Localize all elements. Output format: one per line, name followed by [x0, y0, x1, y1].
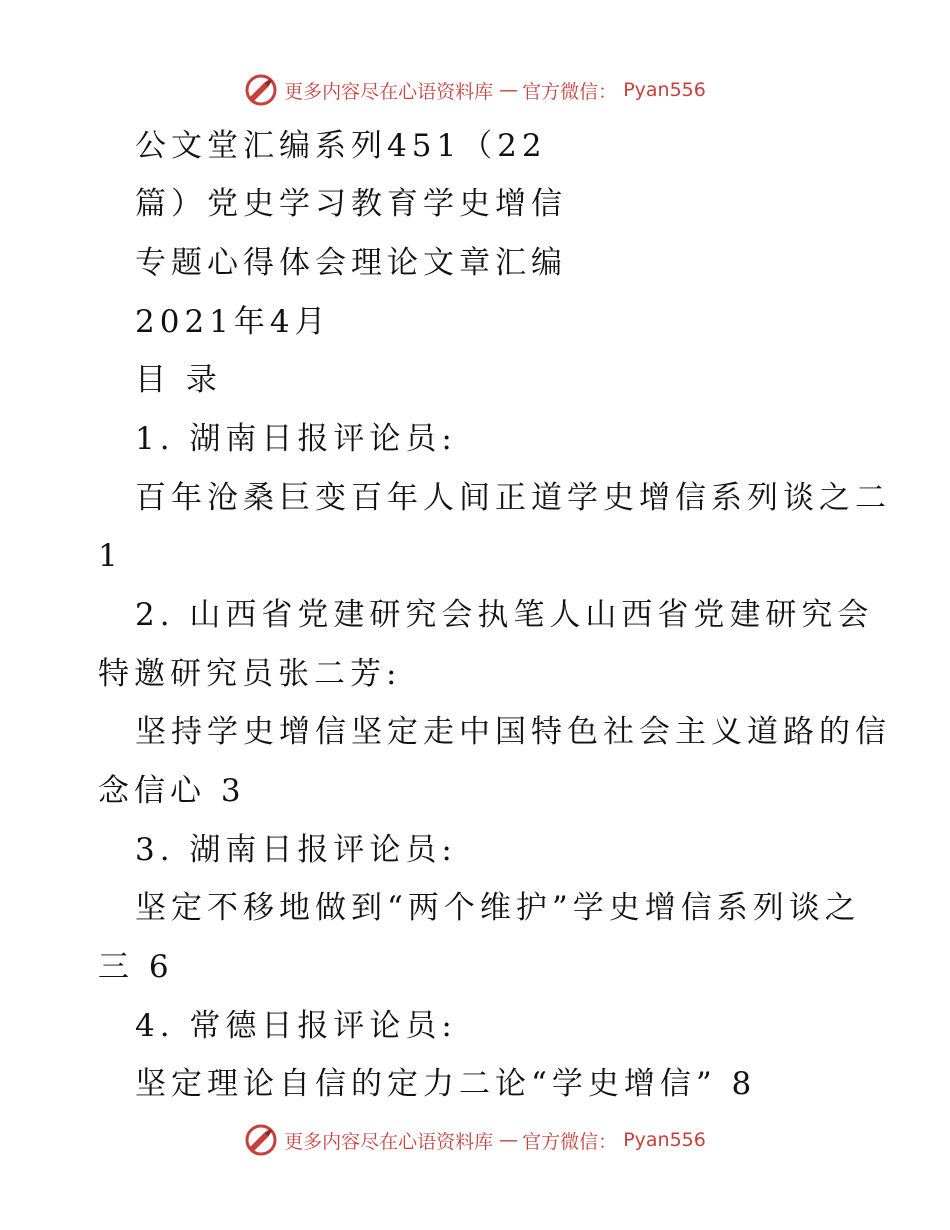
watermark-header: [0, 70, 950, 110]
toc-item-2-author-cont: 特邀研究员张二芳:: [98, 656, 402, 692]
watermark-contact-id: Pyan556: [623, 79, 706, 101]
brand-logo-icon: [244, 73, 278, 107]
doc-title-line-3: 专题心得体会理论文章汇编: [135, 245, 567, 281]
toc-item-2-author: 2. 山西省党建研究会执笔人山西省党建研究会: [135, 597, 874, 633]
watermark-text: 更多内容尽在心语资料库: [284, 80, 494, 103]
watermark-text: 更多内容尽在心语资料库: [284, 1130, 494, 1153]
doc-title-line-1: 公文堂汇编系列451（22: [135, 128, 547, 164]
watermark-contact-label: 官方微信：: [522, 80, 618, 103]
watermark-dash: —: [499, 1129, 517, 1151]
toc-item-1-title: 百年沧桑巨变百年人间正道学史增信系列谈之二: [135, 480, 891, 516]
toc-item-2-title-cont: 念信心 3: [98, 773, 246, 809]
watermark-footer: [0, 1120, 950, 1160]
toc-item-3-title: 坚定不移地做到“两个维护”学史增信系列谈之: [135, 890, 861, 926]
toc-item-3-title-cont: 三 6: [98, 949, 174, 985]
doc-title-line-2: 篇）党史学习教育学史增信: [135, 186, 567, 222]
watermark-contact-label: 官方微信：: [522, 1130, 618, 1153]
toc-item-1-title-cont: 1: [98, 538, 123, 574]
toc-item-4-author: 4. 常德日报评论员:: [135, 1008, 457, 1044]
toc-heading: 目 录: [135, 362, 222, 398]
watermark-contact-id: Pyan556: [623, 1129, 706, 1151]
doc-date: 2021年4月: [135, 304, 331, 340]
watermark-dash: —: [499, 79, 517, 101]
toc-item-2-title: 坚持学史增信坚定走中国特色社会主义道路的信: [135, 714, 891, 750]
toc-item-1-author: 1. 湖南日报评论员:: [135, 421, 457, 457]
toc-item-3-author: 3. 湖南日报评论员:: [135, 832, 457, 868]
toc-item-4-title: 坚定理论自信的定力二论“学史增信” 8: [135, 1066, 757, 1102]
brand-logo-icon: [244, 1123, 278, 1157]
